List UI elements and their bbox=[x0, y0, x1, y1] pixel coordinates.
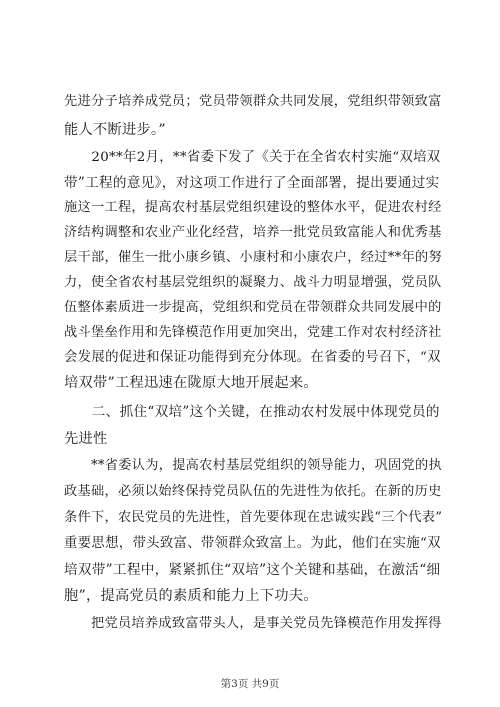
body-text-line: 培双带”工程迅速在陇原大地开展起来。 bbox=[64, 375, 318, 391]
body-text-line: 先进分子培养成党员；党员带领群众共同发展，党组织带领致富 bbox=[64, 94, 442, 109]
body-text-line: 带”工程的意见》，对这项工作进行了全面部署，提出要通过实 bbox=[64, 175, 440, 191]
page-number-footer: 第3页 共9页 bbox=[220, 678, 280, 690]
body-text-line: 施这一工程，提高农村基层党组织建设的整体水平，促进农村经 bbox=[64, 200, 442, 215]
section-heading-line: 先进性 bbox=[64, 431, 108, 447]
body-text-line: 培双带”工程中，紧紧抓住“双培”这个关键和基础，在激活“细 bbox=[64, 562, 441, 578]
body-text-line: 政基础，必须以始终保持党员队伍的先进性为依托。在新的历史 bbox=[64, 484, 442, 499]
body-text-line: 力，使全省农村基层党组织的凝聚力、战斗力明显增强，党员队 bbox=[64, 275, 442, 290]
body-text-line: 20**年2月，**省委下发了《关于在全省农村实施“双培双 bbox=[64, 150, 441, 165]
body-text-line: 伍整体素质进一步提高，党组织和党员在带领群众共同发展中的 bbox=[64, 300, 442, 315]
body-text-line: 把党员培养成致富带头人，是事关党员先锋模范作用发挥得 bbox=[64, 616, 442, 631]
body-text-line: 战斗堡垒作用和先锋模范作用更加突出，党建工作对农村经济社 bbox=[64, 325, 442, 340]
body-text-line: 胞”，提高党员的素质和能力上下功夫。 bbox=[64, 588, 318, 604]
section-heading-line: 二、抓住“双培”这个关键，在推动农村发展中体现党员的 bbox=[64, 404, 440, 420]
body-text-line: 重要思想，带头致富、带领群众致富上。为此，他们在实施“双 bbox=[64, 536, 441, 551]
body-text-line: 济结构调整和农业产业化经营，培养一批党员致富能人和优秀基 bbox=[64, 225, 442, 240]
body-text-line: **省委认为，提高农村基层党组织的领导能力，巩固党的执 bbox=[64, 458, 442, 473]
body-text-line: 条件下，农民党员的先进性，首先要体现在忠诚实践“三个代表” bbox=[64, 510, 443, 525]
body-text-line: 能人不断进步。” bbox=[64, 122, 166, 138]
body-text-line: 会发展的促进和保证功能得到充分体现。在省委的号召下，“双 bbox=[64, 350, 441, 365]
body-text-line: 层干部，催生一批小康乡镇、小康村和小康农户，经过**年的努 bbox=[64, 250, 442, 265]
